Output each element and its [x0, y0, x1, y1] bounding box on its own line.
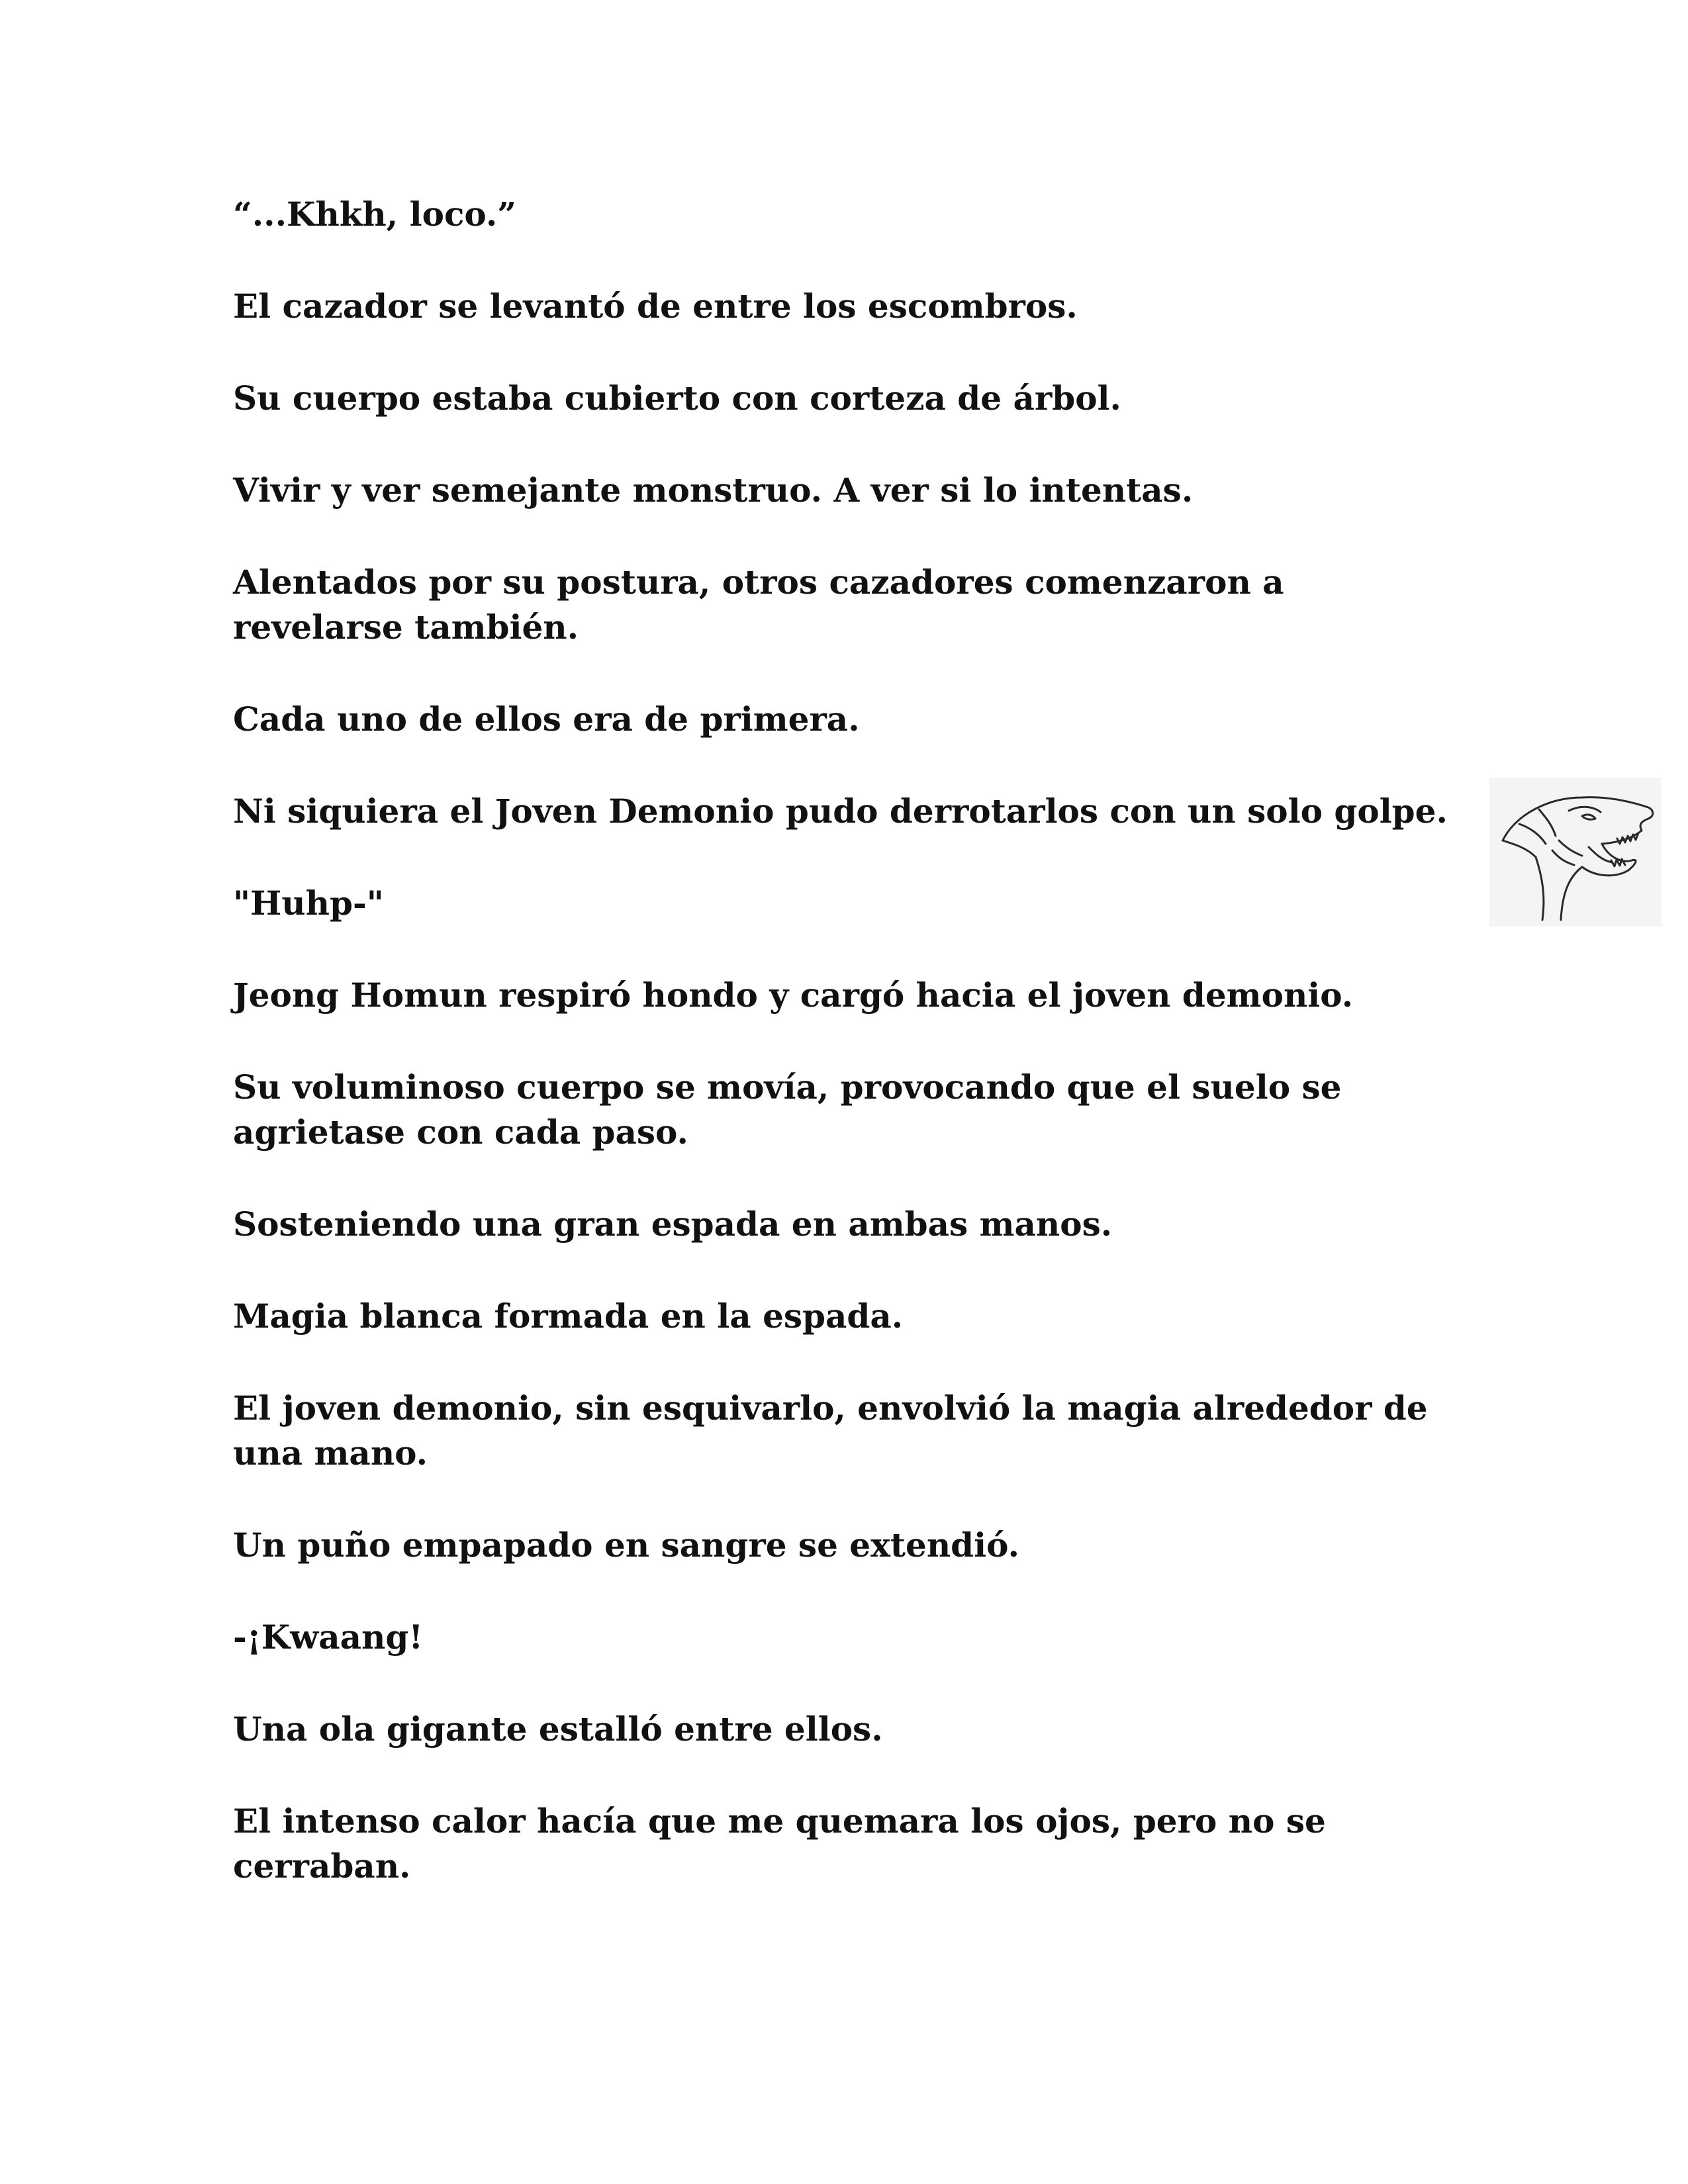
paragraph: Alentados por su postura, otros cazadores comenzaron a revelarse también.	[233, 563, 1284, 647]
paragraph: Un puño empapado en sangre se extendió.	[233, 1525, 1020, 1565]
dinosaur-head-icon	[1489, 778, 1662, 927]
paragraph: Su cuerpo estaba cubierto con corteza de árbol.	[233, 379, 1121, 418]
paragraph: Una ola gigante estalló entre ellos.	[233, 1709, 883, 1749]
paragraph: Cada uno de ellos era de primera.	[233, 700, 860, 739]
paragraph: Vivir y ver semejante monstruo. A ver si lo intentas.	[233, 471, 1194, 510]
paragraph: Magia blanca formada en la espada.	[233, 1297, 904, 1336]
paragraph: El intenso calor hacía que me quemara los ojos, pero no se cerraban.	[233, 1801, 1326, 1886]
document-body	[233, 192, 1451, 1936]
paragraph: Ni siquiera el Joven Demonio pudo derrotarlos con un solo golpe.	[233, 792, 1448, 831]
paragraph: “...Khkh, loco.”	[233, 195, 517, 234]
paragraph: El joven demonio, sin esquivarlo, envolvió la magia alrededor de una mano.	[233, 1388, 1428, 1473]
paragraph: Su voluminoso cuerpo se movía, provocando que el suelo se agrietase con cada paso.	[233, 1068, 1342, 1152]
paragraph: -¡Kwaang!	[233, 1617, 424, 1657]
paragraph: El cazador se levantó de entre los escombros.	[233, 287, 1078, 326]
paragraph: "Huhp-"	[233, 884, 384, 923]
paragraph: Jeong Homun respiró hondo y cargó hacia el joven demonio.	[233, 976, 1354, 1015]
paragraph: Sosteniendo una gran espada en ambas manos.	[233, 1205, 1113, 1244]
